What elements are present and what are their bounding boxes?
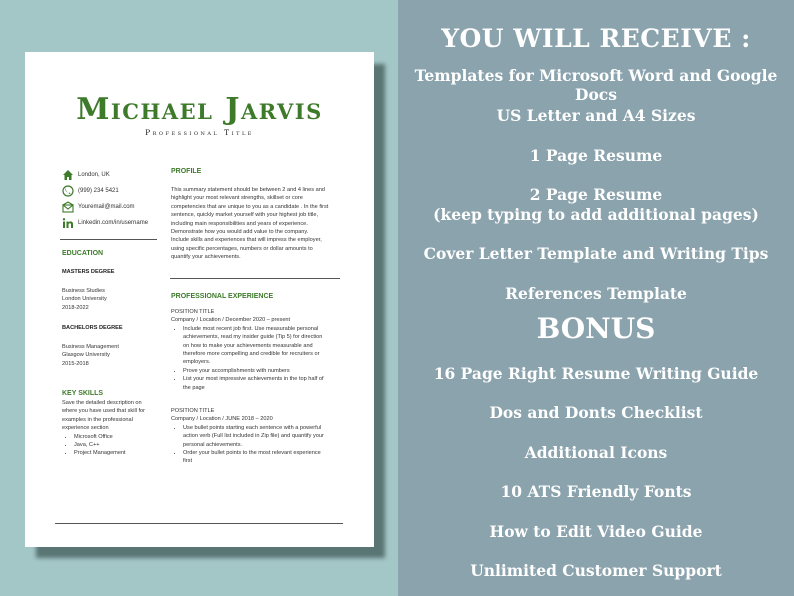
- profile-line: highlight your most relevant strengths, skillset or core: [171, 195, 303, 202]
- offer-item-2-page: 2 Page Resume: [529, 185, 663, 204]
- education-degree-2-details: [62, 343, 119, 368]
- offer-item-templates: Templates for Microsoft Word and Google Docs: [414, 66, 778, 104]
- skills-intro-line: Save the detailed description on: [62, 400, 142, 406]
- contact-location: [62, 169, 110, 181]
- degree-2-line: Business Management: [62, 344, 119, 350]
- contact-email: [62, 201, 135, 213]
- bottom-divider: [55, 523, 343, 524]
- skills-intro-line: where you have used that skill for: [62, 408, 146, 415]
- email-icon: [62, 201, 74, 213]
- contact-location-text: London, UK: [78, 172, 110, 178]
- profile-line: competencies that are unique to you as a candidate . In the first: [171, 203, 329, 210]
- profile-line: This summary statement should be between 2 and 4 lines and: [171, 187, 325, 193]
- bonus-item-support: Unlimited Customer Support: [470, 561, 722, 580]
- job-2-bullets: [171, 424, 366, 466]
- degree-1-line: London University: [62, 296, 107, 303]
- profile-line: including main responsibilities and years of experience.: [171, 220, 308, 227]
- bonus-heading: BONUS: [536, 312, 656, 345]
- resume-professional-title: Professional Title: [145, 128, 254, 137]
- offer-item-references: References Template: [505, 284, 687, 303]
- offer-item-1-page: 1 Page Resume: [529, 146, 663, 165]
- job-1-bullet: • Prove your accomplishments with numbers: [183, 367, 366, 375]
- offer-item-sizes: US Letter and A4 Sizes: [496, 106, 696, 125]
- offer-heading: YOU WILL RECEIVE :: [441, 24, 751, 53]
- bullet-line: action verb (Full list included in Zip file) and quantify your: [183, 433, 324, 440]
- skills-intro: [62, 399, 145, 458]
- job-2-bullet: [183, 449, 366, 466]
- degree-2-line: 2015-2018: [62, 360, 89, 367]
- skills-list: [62, 433, 145, 458]
- education-heading: EDUCATION: [62, 250, 104, 257]
- skill-item: • Project Management: [74, 449, 145, 457]
- left-divider-1: [60, 239, 157, 240]
- education-degree-1-details: [62, 287, 107, 312]
- phone-icon: [62, 185, 74, 197]
- bonus-item-fonts: 10 ATS Friendly Fonts: [500, 482, 692, 501]
- experience-job-1: [171, 308, 366, 392]
- bonus-item-video: How to Edit Video Guide: [489, 522, 703, 541]
- home-icon: [62, 169, 74, 181]
- degree-2-title: BACHELORS DEGREE: [62, 325, 123, 331]
- bonus-item-icons: Additional Icons: [524, 443, 668, 462]
- profile-line: Include skills and experiences that will impress the employer,: [171, 237, 322, 244]
- skill-item: • Microsoft Office: [74, 433, 145, 441]
- profile-line: quantify your achievements.: [171, 254, 241, 261]
- bullet-line: • Use bullet points starting each sentence with a powerful: [183, 424, 322, 431]
- degree-1-line: 2018-2022: [62, 304, 89, 311]
- degree-2-line: Glasgow University: [62, 352, 110, 359]
- bonus-item-checklist: Dos and Donts Checklist: [489, 403, 703, 422]
- bullet-line: employers.: [183, 359, 211, 366]
- profile-line: Demonstrate how you would add value to the company.: [171, 229, 309, 236]
- job-1-bullets: [171, 325, 366, 392]
- job-1-bullet: [183, 375, 366, 392]
- degree-1-title: MASTERS DEGREE: [62, 269, 115, 275]
- bullet-line: on how to make your achievements measurable and: [183, 342, 313, 349]
- job-1-bullet: [183, 325, 366, 367]
- resume-name: Michael Jarvis: [76, 92, 323, 127]
- education-degree-1: [62, 268, 115, 276]
- bonus-item-guide: 16 Page Right Resume Writing Guide: [433, 364, 759, 383]
- resume-page: [25, 52, 374, 547]
- contact-linkedin-text: Linkedin.com/in/username: [78, 220, 149, 226]
- bullet-line: achievements, read my insider guide (Tip 5) for direction: [183, 334, 323, 341]
- contact-email-text: Youremail@mail.com: [78, 204, 135, 210]
- profile-line: using specific percentages, numbers or dollar amounts to: [171, 245, 313, 252]
- job-1-meta: Company / Location / December 2020 – present: [171, 317, 291, 324]
- job-1-title: POSITION TITLE: [171, 309, 215, 315]
- contact-phone-text: (999) 234 5421: [78, 188, 119, 194]
- contact-phone: [62, 185, 119, 197]
- skills-intro-line: experience section: [62, 425, 109, 432]
- bullet-line: the page: [183, 384, 205, 391]
- bullet-line: personal achievements.: [183, 441, 243, 448]
- bullet-line: first: [183, 458, 193, 465]
- bullet-line: therefore more compelling and credible for recruiters or: [183, 351, 320, 358]
- profile-text: [171, 186, 361, 262]
- profile-heading: PROFILE: [171, 168, 202, 175]
- job-2-title: POSITION TITLE: [171, 408, 215, 414]
- bullet-line: • List your most impressive achievements in the top half of: [183, 376, 324, 383]
- bullet-line: • Include most recent job first. Use measurable personal: [183, 325, 319, 332]
- skill-item: • Java, C++: [74, 441, 145, 449]
- job-2-bullet: [183, 424, 366, 449]
- bullet-line: • Order your bullet points to the most relevant experience: [183, 450, 321, 457]
- degree-1-line: Business Studies: [62, 288, 105, 294]
- job-2-meta: Company / Location / JUNE 2018 – 2020: [171, 416, 273, 423]
- contact-linkedin: [62, 217, 148, 229]
- education-degree-2: [62, 324, 123, 332]
- linkedin-icon: [62, 217, 74, 229]
- skills-heading: KEY SKILLS: [62, 390, 104, 397]
- offer-item-cover-letter: Cover Letter Template and Writing Tips: [423, 244, 769, 263]
- skills-intro-line: examples in the professional: [62, 416, 133, 423]
- profile-line: sentence, quickly market yourself with your highest job title,: [171, 212, 319, 219]
- right-divider-1: [170, 278, 340, 279]
- experience-heading: PROFESSIONAL EXPERIENCE: [171, 293, 274, 300]
- experience-job-2: [171, 407, 366, 466]
- offer-item-2-page-note: (keep typing to add additional pages): [433, 205, 759, 224]
